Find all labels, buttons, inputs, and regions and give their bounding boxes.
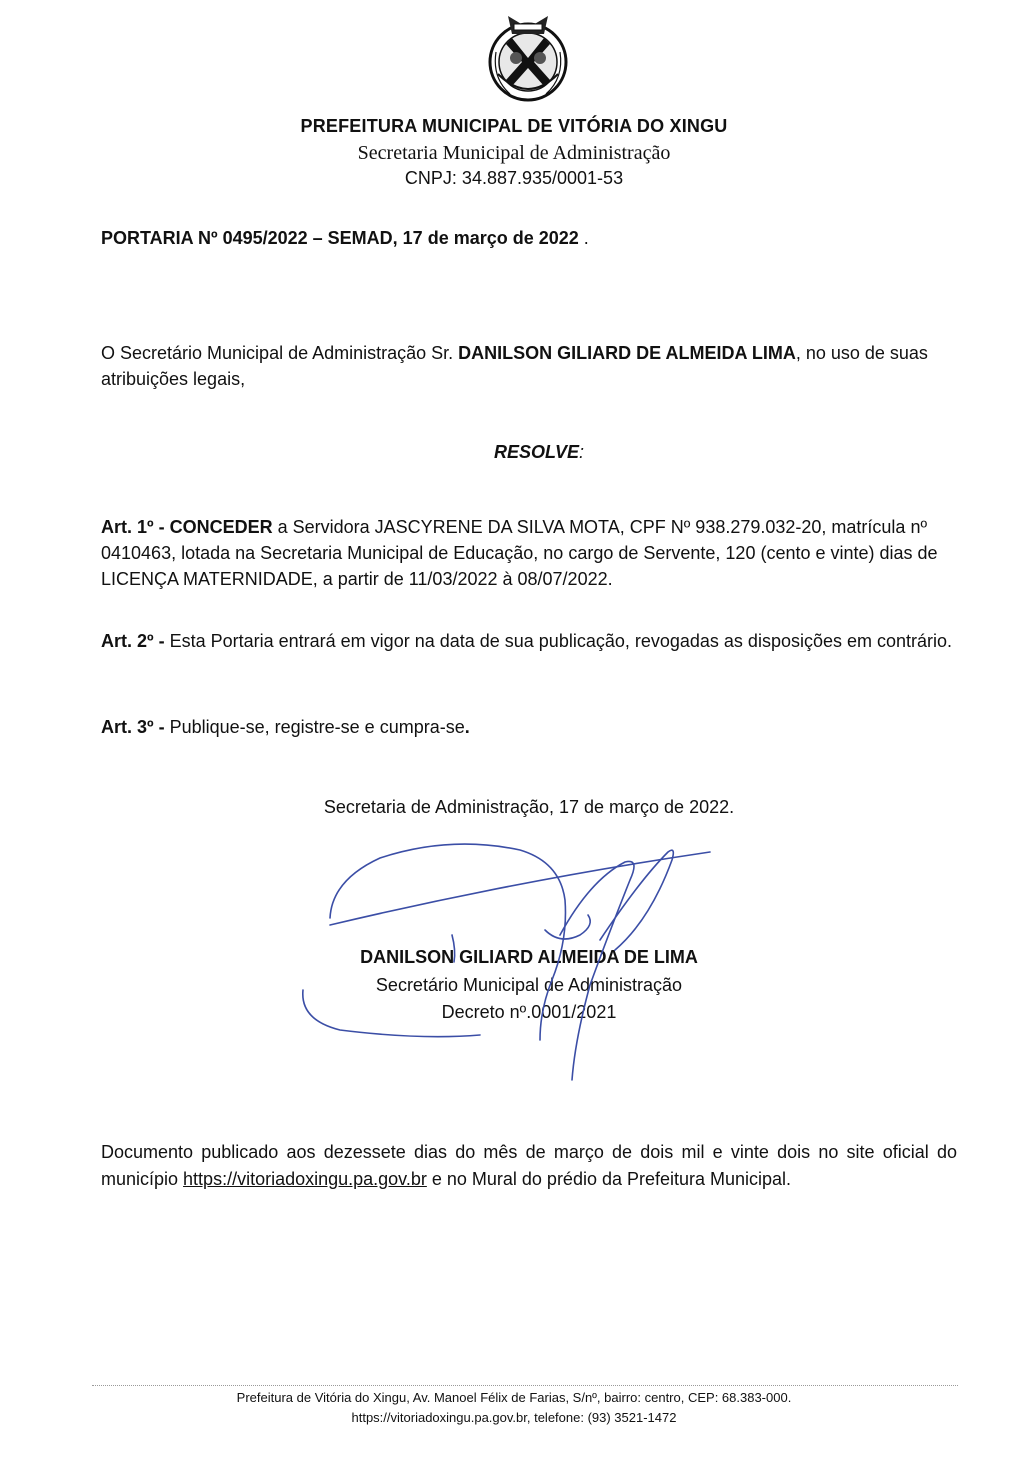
intro-paragraph [101, 340, 959, 392]
header-title: PREFEITURA MUNICIPAL DE VITÓRIA DO XINGU [300, 116, 728, 136]
article-3-label: Art. 3º - [101, 717, 165, 737]
intro-text-before: O Secretário Municipal de Administração Sr. [101, 343, 459, 363]
article-2-label: Art. 2º - [101, 631, 165, 651]
signatory-decree: Decreto nº.0001/2021 [441, 1002, 617, 1022]
publication-text-before: Documento publicado aos dezessete dias do mês de março de dois mil e vinte dois no site oficial do município [101, 1142, 957, 1189]
footer-address: Prefeitura de Vitória do Xingu, Av. Manoel Félix de Farias, S/nº, bairro: centro, CEP: 68.383-000. [236, 1390, 792, 1405]
article-2 [101, 628, 959, 654]
resolve-heading [0, 442, 1028, 463]
portaria-title-suffix: . [578, 228, 589, 248]
signatory-name: DANILSON GILIARD ALMEIDA DE LIMA [360, 947, 698, 967]
intro-text-after: , no uso de suas atribuições legais, [101, 343, 928, 389]
header-cnpj: CNPJ: 34.887.935/0001-53 [404, 168, 624, 188]
secretary-name: DANILSON GILIARD DE ALMEIDA LIMA [458, 343, 796, 363]
signatory-role: Secretário Municipal de Administração [375, 975, 683, 995]
article-1-label: Art. 1º - [101, 517, 165, 537]
header-subtitle: Secretaria Municipal de Administração [357, 142, 671, 164]
municipality-site-link[interactable]: https://vitoriadoxingu.pa.gov.br [183, 1169, 427, 1189]
resolve-label: RESOLVE [493, 442, 579, 462]
footer-contact: https://vitoriadoxingu.pa.gov.br, telefone: (93) 3521-1472 [351, 1410, 677, 1425]
portaria-title-main: PORTARIA Nº 0495/2022 – SEMAD, 17 de março de 2022 [101, 228, 579, 248]
article-3 [101, 714, 959, 740]
article-1-text: a Servidora JASCYRENE DA SILVA MOTA, CPF Nº 938.279.032-20, matrícula nº 0410463, lotada na Secretaria Municipal de Educação, no cargo de Servente, 120 (cento e vinte) dias de LICENÇA MATERNIDADE, a partir de 11/03/2022 à 08/07/2022. [101, 517, 938, 589]
resolve-suffix: : [579, 442, 585, 462]
article-1-keyword: CONCEDER [164, 517, 273, 537]
article-3-text: Publique-se, registre-se e cumpra-se [164, 717, 465, 737]
publication-text-after: e no Mural do prédio da Prefeitura Municipal. [426, 1169, 792, 1189]
footer-divider [92, 1385, 958, 1386]
municipal-crest-icon [478, 8, 578, 108]
article-1 [101, 514, 959, 592]
publication-note [101, 1139, 957, 1193]
city-date: Secretaria de Administração, 17 de março de 2022. [323, 797, 735, 817]
article-3-end: . [464, 717, 470, 737]
article-2-text: Esta Portaria entrará em vigor na data de sua publicação, revogadas as disposições em contrário. [164, 631, 953, 651]
portaria-title [101, 228, 589, 249]
